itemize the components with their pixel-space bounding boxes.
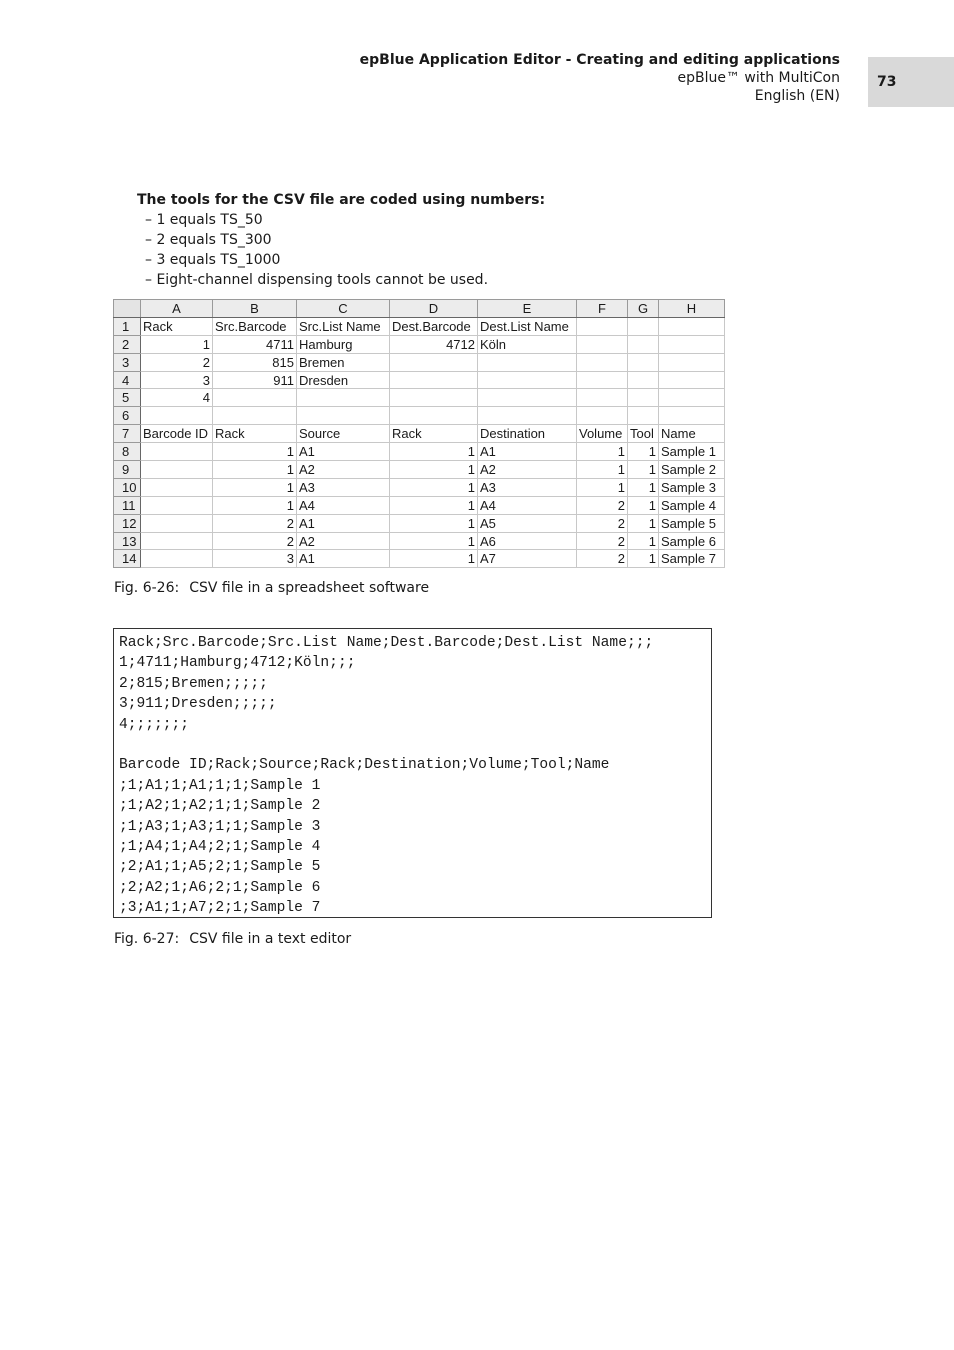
text-editor-figure	[113, 628, 712, 918]
table-cell	[141, 407, 213, 425]
table-cell: 1	[628, 514, 659, 532]
table-cell	[478, 389, 577, 407]
column-header: G	[628, 300, 659, 318]
text-line: 4;;;;;;;	[119, 716, 190, 733]
list-item: – 3 equals TS_1000	[145, 250, 545, 270]
table-cell: A4	[297, 496, 390, 514]
caption-label: Fig. 6-27:	[114, 931, 180, 947]
text-line: ;2;A2;1;A6;2;1;Sample 6	[119, 879, 321, 896]
table-cell: 2	[577, 496, 628, 514]
table-cell: A1	[478, 443, 577, 461]
table-cell: Rack	[390, 425, 478, 443]
table-cell: 1	[390, 514, 478, 532]
table-cell: 4712	[390, 335, 478, 353]
table-cell: 1	[213, 496, 297, 514]
table-cell: 1	[577, 461, 628, 479]
row-header: 1	[114, 317, 141, 335]
table-cell	[390, 371, 478, 389]
text-line	[119, 735, 706, 755]
column-header: F	[577, 300, 628, 318]
table-cell	[659, 371, 725, 389]
column-header-row	[114, 300, 725, 318]
table-cell: A2	[478, 461, 577, 479]
table-cell: 1	[628, 550, 659, 568]
table-cell	[297, 407, 390, 425]
table-row	[114, 425, 725, 443]
table-row	[114, 478, 725, 496]
table-cell	[628, 389, 659, 407]
table-cell	[577, 317, 628, 335]
table-cell: 815	[213, 353, 297, 371]
text-line: 1;4711;Hamburg;4712;Köln;;;	[119, 655, 356, 672]
row-header: 3	[114, 353, 141, 371]
table-cell: 1	[141, 335, 213, 353]
table-row	[114, 496, 725, 514]
caption-label: Fig. 6-26:	[114, 580, 180, 596]
table-cell: A2	[297, 532, 390, 550]
row-header: 5	[114, 389, 141, 407]
spreadsheet-figure	[113, 299, 725, 568]
text-line: ;2;A1;1;A5;2;1;Sample 5	[119, 859, 321, 876]
text-line: ;3;A1;1;A7;2;1;Sample 7	[119, 900, 321, 917]
row-header: 4	[114, 371, 141, 389]
table-cell: 1	[213, 461, 297, 479]
table-row	[114, 353, 725, 371]
table-cell	[628, 335, 659, 353]
table-cell: Source	[297, 425, 390, 443]
table-cell: 1	[577, 443, 628, 461]
table-cell: Sample 4	[659, 496, 725, 514]
table-cell	[297, 389, 390, 407]
table-cell: Name	[659, 425, 725, 443]
column-header: H	[659, 300, 725, 318]
table-cell: Destination	[478, 425, 577, 443]
intro-list	[137, 210, 545, 290]
row-header: 8	[114, 443, 141, 461]
table-cell: 2	[577, 514, 628, 532]
table-cell	[141, 478, 213, 496]
table-cell	[628, 353, 659, 371]
table-cell: Dresden	[297, 371, 390, 389]
column-header: A	[141, 300, 213, 318]
table-row	[114, 443, 725, 461]
column-header: B	[213, 300, 297, 318]
column-header: C	[297, 300, 390, 318]
table-cell: Sample 3	[659, 478, 725, 496]
table-cell: A4	[478, 496, 577, 514]
text-line: ;1;A4;1;A4;2;1;Sample 4	[119, 838, 321, 855]
table-cell: 1	[390, 461, 478, 479]
page-header	[360, 51, 840, 105]
table-row	[114, 317, 725, 335]
table-cell: 3	[213, 550, 297, 568]
table-cell	[213, 389, 297, 407]
text-line: ;1;A2;1;A2;1;1;Sample 2	[119, 798, 321, 815]
row-header: 10	[114, 478, 141, 496]
table-cell: 1	[577, 478, 628, 496]
table-cell	[390, 389, 478, 407]
table-cell: 1	[213, 443, 297, 461]
figure-caption-text-editor	[114, 931, 351, 947]
table-cell: A1	[297, 443, 390, 461]
page-number: 73	[868, 57, 954, 107]
table-cell: 1	[628, 532, 659, 550]
table-cell: Src.Barcode	[213, 317, 297, 335]
table-cell: 1	[213, 478, 297, 496]
table-cell	[659, 317, 725, 335]
table-cell: A2	[297, 461, 390, 479]
table-cell	[478, 353, 577, 371]
row-header: 14	[114, 550, 141, 568]
table-cell	[577, 407, 628, 425]
row-header: 11	[114, 496, 141, 514]
table-cell	[141, 496, 213, 514]
column-header: D	[390, 300, 478, 318]
table-cell	[141, 461, 213, 479]
table-cell	[659, 407, 725, 425]
intro-lead: The tools for the CSV file are coded using numbers:	[137, 192, 546, 208]
table-row	[114, 371, 725, 389]
table-row	[114, 550, 725, 568]
table-cell: A1	[297, 550, 390, 568]
list-item: – 2 equals TS_300	[145, 230, 545, 250]
table-cell	[577, 371, 628, 389]
table-cell	[141, 550, 213, 568]
table-cell	[659, 389, 725, 407]
table-cell	[577, 353, 628, 371]
text-line: Rack;Src.Barcode;Src.List Name;Dest.Barcode;Dest.List Name;;;	[119, 635, 654, 651]
table-cell: 1	[390, 550, 478, 568]
table-cell: A6	[478, 532, 577, 550]
table-row	[114, 461, 725, 479]
row-header: 9	[114, 461, 141, 479]
table-cell: 1	[390, 532, 478, 550]
table-cell	[141, 532, 213, 550]
table-cell	[141, 514, 213, 532]
header-product: epBlue™ with MultiCon	[677, 70, 840, 86]
row-header: 7	[114, 425, 141, 443]
table-cell: Src.List Name	[297, 317, 390, 335]
row-header: 2	[114, 335, 141, 353]
caption-text: CSV file in a spreadsheet software	[189, 580, 430, 596]
table-cell: A1	[297, 514, 390, 532]
table-cell: 1	[628, 443, 659, 461]
table-cell: 4	[141, 389, 213, 407]
figure-caption-spreadsheet	[114, 580, 429, 596]
text-line: ;1;A1;1;A1;1;1;Sample 1	[119, 777, 321, 794]
intro-section	[137, 190, 545, 290]
table-cell	[577, 389, 628, 407]
table-cell	[577, 335, 628, 353]
table-cell: Rack	[213, 425, 297, 443]
row-header: 12	[114, 514, 141, 532]
table-cell	[628, 371, 659, 389]
table-cell: Sample 1	[659, 443, 725, 461]
header-language: English (EN)	[754, 88, 840, 104]
table-cell: 4711	[213, 335, 297, 353]
table-row	[114, 335, 725, 353]
text-line: 2;815;Bremen;;;;;	[119, 675, 268, 692]
table-row	[114, 407, 725, 425]
table-cell: 1	[628, 496, 659, 514]
table-cell: 2	[577, 532, 628, 550]
table-cell: 1	[390, 496, 478, 514]
table-cell: Sample 7	[659, 550, 725, 568]
table-cell: Bremen	[297, 353, 390, 371]
table-cell: A3	[297, 478, 390, 496]
header-title: epBlue Application Editor - Creating and editing applications	[359, 52, 840, 68]
text-line: ;1;A3;1;A3;1;1;Sample 3	[119, 818, 321, 835]
table-cell: A5	[478, 514, 577, 532]
table-cell	[213, 407, 297, 425]
list-item: – 1 equals TS_50	[145, 210, 545, 230]
table-cell: 911	[213, 371, 297, 389]
table-cell: Rack	[141, 317, 213, 335]
table-cell	[141, 443, 213, 461]
table-cell: Sample 2	[659, 461, 725, 479]
table-cell: 2	[213, 532, 297, 550]
table-cell	[478, 371, 577, 389]
table-cell: Hamburg	[297, 335, 390, 353]
table-cell	[390, 353, 478, 371]
table-cell: Tool	[628, 425, 659, 443]
text-line: 3;911;Dresden;;;;;	[119, 696, 277, 713]
column-header: E	[478, 300, 577, 318]
table-cell: 3	[141, 371, 213, 389]
table-row	[114, 532, 725, 550]
table-cell: 1	[628, 461, 659, 479]
table-cell	[390, 407, 478, 425]
caption-text: CSV file in a text editor	[189, 931, 352, 947]
text-line: Barcode ID;Rack;Source;Rack;Destination;Volume;Tool;Name	[119, 757, 610, 774]
table-cell: 1	[390, 443, 478, 461]
table-cell: Dest.List Name	[478, 317, 577, 335]
corner-cell	[114, 300, 141, 318]
table-cell: Volume	[577, 425, 628, 443]
table-cell: A7	[478, 550, 577, 568]
table-row	[114, 389, 725, 407]
table-cell	[659, 335, 725, 353]
table-cell: Köln	[478, 335, 577, 353]
table-cell: 1	[628, 478, 659, 496]
table-cell: 2	[141, 353, 213, 371]
table-cell	[628, 317, 659, 335]
list-item: – Eight-channel dispensing tools cannot be used.	[145, 270, 545, 290]
table-cell: Barcode ID	[141, 425, 213, 443]
table-cell	[478, 407, 577, 425]
table-cell: Sample 6	[659, 532, 725, 550]
table-cell: 2	[213, 514, 297, 532]
row-header: 13	[114, 532, 141, 550]
table-cell: 2	[577, 550, 628, 568]
table-cell: 1	[390, 478, 478, 496]
table-cell: Sample 5	[659, 514, 725, 532]
spreadsheet-body	[114, 317, 725, 567]
table-cell	[659, 353, 725, 371]
table-row	[114, 514, 725, 532]
table-cell	[628, 407, 659, 425]
table-cell: Dest.Barcode	[390, 317, 478, 335]
row-header: 6	[114, 407, 141, 425]
table-cell: A3	[478, 478, 577, 496]
